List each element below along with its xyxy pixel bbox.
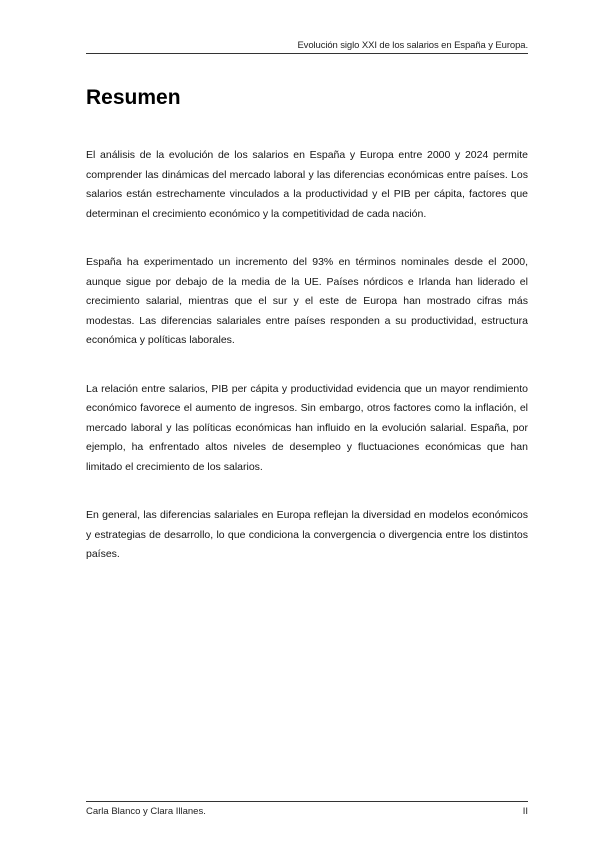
paragraph: En general, las diferencias salariales en Europa reflejan la diversidad en modelos económicos y estrategias de desarrollo, lo que condiciona la convergencia o divergencia entre los distintos países. <box>86 509 528 560</box>
page-title: Resumen <box>86 86 181 109</box>
footer-divider <box>86 801 528 802</box>
footer-authors: Carla Blanco y Clara Illanes. <box>86 806 206 817</box>
paragraph: España ha experimentado un incremento del 93% en términos nominales desde el 2000, aunque sigue por debajo de la media de la UE. Países nórdicos e Irlanda han liderado el crecimiento salarial, mientras que el sur y el este de Europa han mostrado cifras más modestas. Las diferencias salariales entre países responden a su productividad, estructura económica y políticas laborales. <box>86 256 528 346</box>
page-number: II <box>522 806 528 817</box>
header-divider <box>86 53 528 54</box>
abstract-body <box>86 146 528 594</box>
paragraph: La relación entre salarios, PIB per cápita y productividad evidencia que un mayor rendimiento económico favorece el aumento de ingresos. Sin embargo, otros factores como la inflación, el mercado laboral y las políticas económicas han influido en la evolución salarial. España, por ejemplo, ha enfrentado altos niveles de desempleo y fluctuaciones económicas que han limitado el crecimiento de los salarios. <box>86 382 528 473</box>
running-header: Evolución siglo XXI de los salarios en España y Europa. <box>297 40 528 51</box>
paragraph: El análisis de la evolución de los salarios en España y Europa entre 2000 y 2024 permite comprender las dinámicas del mercado laboral y las diferencias económicas entre países. Los salarios están estrechamente vinculados a la productividad y el PIB per cápita, factores que determinan el crecimiento económico y la competitividad de cada nación. <box>86 149 528 220</box>
